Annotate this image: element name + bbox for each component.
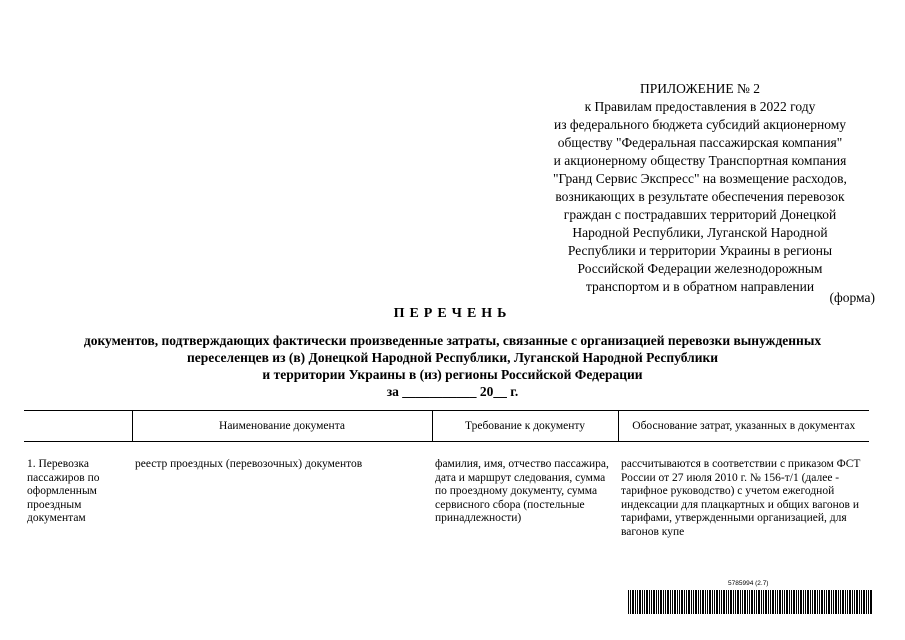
barcode-number: 5785994 (2.7): [728, 580, 769, 587]
table-row: [24, 442, 869, 540]
appendix-line: обществу "Федеральная пассажирская компания": [557, 135, 843, 150]
cell-item: 1. Перевозка пассажиров по оформленным проездным документам: [27, 458, 100, 524]
subtitle-line: переселенцев из (в) Донецкой Народной Республики, Луганской Народной Республики: [186, 350, 719, 365]
appendix-line: к Правилам предоставления в 2022 году: [584, 99, 816, 114]
header-item: [24, 411, 132, 442]
form-label: (форма): [829, 290, 875, 305]
document-subtitle: [20, 332, 885, 400]
subtitle-line: и территории Украины в (из) регионы Российской Федерации: [262, 367, 643, 382]
cell-document: реестр проездных (перевозочных) документов: [135, 458, 363, 470]
appendix-line: "Гранд Сервис Экспресс" на возмещение расходов,: [553, 171, 847, 186]
barcode-icon: [628, 590, 873, 614]
cell-justification: рассчитываются в соответствии с приказом ФСТ России от 27 июля 2010 г. № 156-т/1 (далее - тарифное руководство) с учетом ежегодной индексации для плацкартных и общих вагонов и тарифами, утвержденными организацией, для вагонов купе: [621, 458, 861, 538]
appendix-line: из федерального бюджета субсидий акционерному: [553, 117, 846, 132]
documents-table: [24, 410, 869, 539]
appendix-line: Российской Федерации железнодорожным: [577, 261, 823, 276]
header-justification: Обоснование затрат, указанных в документах: [618, 411, 869, 442]
appendix-line: и акционерному обществу Транспортная компания: [553, 153, 847, 168]
subtitle-line: документов, подтверждающих фактически произведенные затраты, связанные с организацией перевозки вынужденных: [83, 333, 822, 348]
appendix-line: граждан с пострадавших территорий Донецкой: [563, 207, 837, 222]
appendix-line: Республики и территории Украины в регионы: [567, 243, 833, 258]
cell-requirement: фамилия, имя, отчество пассажира, дата и маршрут следования, сумма по проездному документу, сумма сервисного сбора (постельные принадлежности): [435, 458, 609, 524]
appendix-line: транспортом и в обратном направлении: [585, 279, 815, 294]
header-requirement: Требование к документу: [432, 411, 618, 442]
appendix-line: Народной Республики, Луганской Народной: [572, 225, 828, 240]
table-header-row: [24, 411, 869, 442]
appendix-line: возникающих в результате обеспечения перевозок: [555, 189, 845, 204]
subtitle-period: за ___________ 20__ г.: [386, 384, 519, 399]
document-title: ПЕРЕЧЕНЬ: [393, 306, 512, 321]
header-document: Наименование документа: [132, 411, 432, 442]
appendix-block: [520, 80, 880, 296]
appendix-heading: ПРИЛОЖЕНИЕ № 2: [639, 81, 761, 96]
